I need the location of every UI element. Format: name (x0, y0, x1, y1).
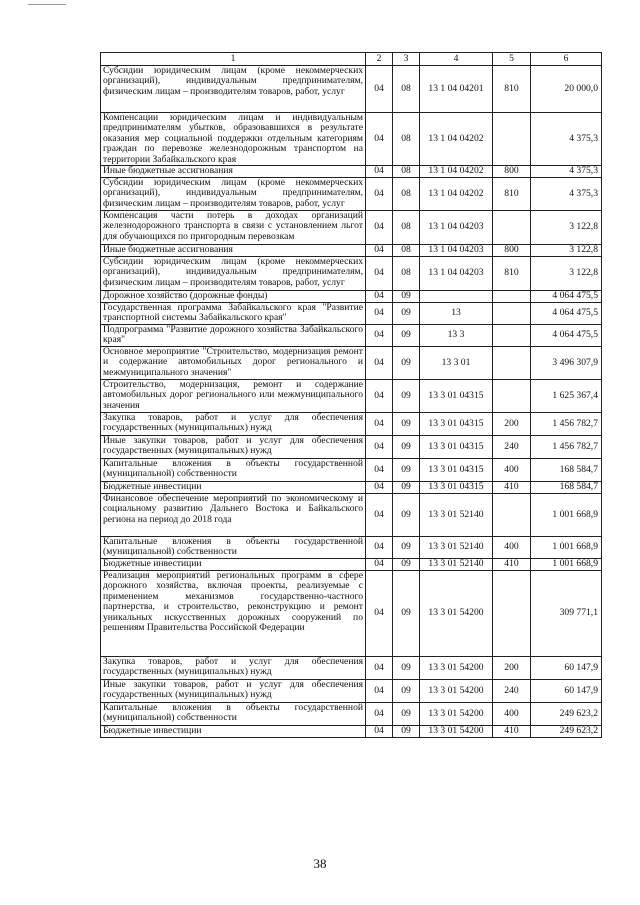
target-article-cell: 13 3 01 52140 (420, 559, 493, 571)
row-name-cell: Дорожное хозяйство (дорожные фонды) (101, 291, 366, 303)
subsection-code-cell: 09 (393, 680, 420, 703)
row-name-cell: Строительство, модернизация, ремонт и содержание автомобильных дорог регионального или межмуниципального значения (101, 380, 366, 413)
section-code-cell: 04 (366, 559, 393, 571)
section-code-cell: 04 (366, 482, 393, 494)
target-article-cell: 13 3 01 04315 (420, 436, 493, 459)
table-row (101, 211, 602, 245)
row-name-cell: Иные закупки товаров, работ и услуг для обеспечения государственных (муниципальных) нужд (101, 436, 366, 459)
amount-cell: 4 064 475,5 (531, 325, 602, 347)
target-article-cell: 13 3 (420, 325, 493, 347)
amount-cell: 1 625 367,4 (531, 380, 602, 413)
section-code-cell: 04 (366, 257, 393, 291)
target-article-cell: 13 3 01 54200 (420, 571, 493, 657)
row-name-cell: Закупка товаров, работ и услуг для обеспечения государственных (муниципальных) нужд (101, 413, 366, 436)
expense-type-cell (493, 325, 531, 347)
section-code-cell: 04 (366, 726, 393, 738)
amount-cell: 1 001 668,9 (531, 559, 602, 571)
col-header-2: 2 (366, 53, 393, 66)
table-row (101, 657, 602, 680)
subsection-code-cell: 09 (393, 325, 420, 347)
amount-cell: 1 456 782,7 (531, 436, 602, 459)
table-row (101, 245, 602, 257)
expense-type-cell: 410 (493, 726, 531, 738)
row-name-cell: Компенсация части потерь в доходах организаций железнодорожного транспорта в связи с установлением льгот для обучающихся по пригородным перевозкам (101, 211, 366, 245)
row-name-cell: Бюджетные инвестиции (101, 559, 366, 571)
section-code-cell: 04 (366, 680, 393, 703)
top-rule (28, 4, 66, 5)
amount-cell: 3 122,8 (531, 245, 602, 257)
subsection-code-cell: 08 (393, 178, 420, 211)
expense-type-cell (493, 211, 531, 245)
expense-type-cell: 810 (493, 178, 531, 211)
target-article-cell: 13 3 01 54200 (420, 726, 493, 738)
table-row (101, 703, 602, 726)
target-article-cell: 13 3 01 54200 (420, 680, 493, 703)
target-article-cell: 13 3 01 (420, 347, 493, 380)
section-code-cell: 04 (366, 537, 393, 559)
page-number: 38 (313, 856, 327, 871)
table-row (101, 680, 602, 703)
amount-cell: 168 584,7 (531, 482, 602, 494)
row-name-cell: Государственная программа Забайкальского края "Развитие транспортной системы Забайкальского края" (101, 303, 366, 325)
expense-type-cell (493, 494, 531, 537)
target-article-cell: 13 3 01 04315 (420, 482, 493, 494)
row-name-cell: Субсидии юридическим лицам (кроме некоммерческих организаций), индивидуальным предпринимателям, физическим лицам – производителям товаров, работ, услуг (101, 66, 366, 113)
amount-cell: 249 623,2 (531, 703, 602, 726)
expense-type-cell: 200 (493, 657, 531, 680)
section-code-cell: 04 (366, 413, 393, 436)
subsection-code-cell: 08 (393, 257, 420, 291)
section-code-cell: 04 (366, 436, 393, 459)
expense-type-cell: 240 (493, 680, 531, 703)
target-article-cell: 13 1 04 04202 (420, 166, 493, 178)
row-name-cell: Подпрограмма "Развитие дорожного хозяйства Забайкальского края" (101, 325, 366, 347)
target-article-cell: 13 3 01 04315 (420, 413, 493, 436)
section-code-cell: 04 (366, 459, 393, 482)
expense-type-cell: 800 (493, 245, 531, 257)
row-name-cell: Закупка товаров, работ и услуг для обеспечения государственных (муниципальных) нужд (101, 657, 366, 680)
expense-type-cell (493, 291, 531, 303)
amount-cell: 4 375,3 (531, 178, 602, 211)
subsection-code-cell: 08 (393, 211, 420, 245)
section-code-cell: 04 (366, 291, 393, 303)
subsection-code-cell: 08 (393, 166, 420, 178)
section-code-cell: 04 (366, 380, 393, 413)
row-name-cell: Компенсации юридическим лицам и индивидуальным предпринимателям убытков, образовавшихся в результате оказания мер социальной поддержки отдельным категориям граждан по перевозке железнодорожным транспортом на территории Забайкальского края (101, 113, 366, 166)
expense-type-cell: 240 (493, 436, 531, 459)
subsection-code-cell: 09 (393, 703, 420, 726)
expense-type-cell: 810 (493, 257, 531, 291)
expense-type-cell: 400 (493, 459, 531, 482)
amount-cell: 168 584,7 (531, 459, 602, 482)
target-article-cell: 13 3 01 04315 (420, 459, 493, 482)
section-code-cell: 04 (366, 113, 393, 166)
target-article-cell: 13 1 04 04203 (420, 211, 493, 245)
col-header-6: 6 (531, 53, 602, 66)
row-name-cell: Иные бюджетные ассигнования (101, 166, 366, 178)
subsection-code-cell: 09 (393, 413, 420, 436)
expense-type-cell (493, 347, 531, 380)
header-row (101, 53, 602, 66)
table-row (101, 257, 602, 291)
section-code-cell: 04 (366, 571, 393, 657)
row-name-cell: Реализация мероприятий региональных программ в сфере дорожного хозяйства, включая проекты, реализуемые с применением механизмов государственно-частного партнерства, и строительство, реконструкцию и ремонт уникальных искусственных дорожных сооружений по решениям Правительства Российской Федерации (101, 571, 366, 657)
row-name-cell: Капитальные вложения в объекты государственной (муниципальной) собственности (101, 703, 366, 726)
table-row (101, 413, 602, 436)
subsection-code-cell: 08 (393, 113, 420, 166)
subsection-code-cell: 08 (393, 66, 420, 113)
row-name-cell: Капитальные вложения в объекты государственной (муниципальной) собственности (101, 537, 366, 559)
section-code-cell: 04 (366, 66, 393, 113)
amount-cell: 3 122,8 (531, 211, 602, 245)
amount-cell: 1 456 782,7 (531, 413, 602, 436)
amount-cell: 20 000,0 (531, 66, 602, 113)
target-article-cell: 13 1 04 04202 (420, 113, 493, 166)
col-header-3: 3 (393, 53, 420, 66)
subsection-code-cell: 09 (393, 571, 420, 657)
col-header-4: 4 (420, 53, 493, 66)
table-row (101, 436, 602, 459)
amount-cell: 4 064 475,5 (531, 303, 602, 325)
table-row (101, 380, 602, 413)
amount-cell: 4 375,3 (531, 113, 602, 166)
target-article-cell: 13 3 01 54200 (420, 657, 493, 680)
row-name-cell: Капитальные вложения в объекты государственной (муниципальной) собственности (101, 459, 366, 482)
table-row (101, 303, 602, 325)
subsection-code-cell: 09 (393, 657, 420, 680)
expense-type-cell: 410 (493, 482, 531, 494)
col-header-5: 5 (493, 53, 531, 66)
row-name-cell: Бюджетные инвестиции (101, 482, 366, 494)
expense-type-cell: 800 (493, 166, 531, 178)
target-article-cell: 13 1 04 04203 (420, 257, 493, 291)
table-row (101, 482, 602, 494)
table-row (101, 113, 602, 166)
expense-type-cell: 810 (493, 66, 531, 113)
section-code-cell: 04 (366, 657, 393, 680)
section-code-cell: 04 (366, 494, 393, 537)
target-article-cell: 13 1 04 04203 (420, 245, 493, 257)
table-row (101, 559, 602, 571)
table-row (101, 291, 602, 303)
row-name-cell: Субсидии юридическим лицам (кроме некоммерческих организаций), индивидуальным предпринимателям, физическим лицам – производителям товаров, работ, услуг (101, 178, 366, 211)
subsection-code-cell: 09 (393, 380, 420, 413)
expense-type-cell: 200 (493, 413, 531, 436)
amount-cell: 60 147,9 (531, 657, 602, 680)
amount-cell: 1 001 668,9 (531, 494, 602, 537)
subsection-code-cell: 09 (393, 537, 420, 559)
subsection-code-cell: 09 (393, 303, 420, 325)
target-article-cell: 13 3 01 54200 (420, 703, 493, 726)
row-name-cell: Иные бюджетные ассигнования (101, 245, 366, 257)
subsection-code-cell: 09 (393, 482, 420, 494)
subsection-code-cell: 09 (393, 726, 420, 738)
table-row (101, 726, 602, 738)
target-article-cell (420, 291, 493, 303)
target-article-cell: 13 1 04 04201 (420, 66, 493, 113)
expense-type-cell: 410 (493, 559, 531, 571)
row-name-cell: Субсидии юридическим лицам (кроме некоммерческих организаций), индивидуальным предпринимателям, физическим лицам – производителям товаров, работ, услуг (101, 257, 366, 291)
table-row (101, 494, 602, 537)
amount-cell: 309 771,1 (531, 571, 602, 657)
expense-type-cell: 400 (493, 537, 531, 559)
expense-type-cell (493, 303, 531, 325)
subsection-code-cell: 08 (393, 245, 420, 257)
section-code-cell: 04 (366, 703, 393, 726)
budget-table (100, 52, 602, 738)
amount-cell: 4 375,3 (531, 166, 602, 178)
table-row (101, 347, 602, 380)
section-code-cell: 04 (366, 325, 393, 347)
table-row (101, 459, 602, 482)
row-name-cell: Иные закупки товаров, работ и услуг для обеспечения государственных (муниципальных) нужд (101, 680, 366, 703)
amount-cell: 1 001 668,9 (531, 537, 602, 559)
subsection-code-cell: 09 (393, 291, 420, 303)
subsection-code-cell: 09 (393, 436, 420, 459)
target-article-cell: 13 3 01 52140 (420, 494, 493, 537)
subsection-code-cell: 09 (393, 347, 420, 380)
amount-cell: 60 147,9 (531, 680, 602, 703)
expense-type-cell (493, 571, 531, 657)
table-row (101, 166, 602, 178)
section-code-cell: 04 (366, 166, 393, 178)
table-row (101, 571, 602, 657)
amount-cell: 3 122,8 (531, 257, 602, 291)
section-code-cell: 04 (366, 178, 393, 211)
target-article-cell: 13 3 01 04315 (420, 380, 493, 413)
subsection-code-cell: 09 (393, 459, 420, 482)
target-article-cell: 13 1 04 04202 (420, 178, 493, 211)
expense-type-cell: 400 (493, 703, 531, 726)
amount-cell: 4 064 475,5 (531, 291, 602, 303)
section-code-cell: 04 (366, 347, 393, 380)
expense-type-cell (493, 380, 531, 413)
section-code-cell: 04 (366, 211, 393, 245)
target-article-cell: 13 3 01 52140 (420, 537, 493, 559)
row-name-cell: Финансовое обеспечение мероприятий по экономическому и социальному развитию Дальнего Востока и Байкальского региона на период до 2018 года (101, 494, 366, 537)
section-code-cell: 04 (366, 245, 393, 257)
target-article-cell: 13 (420, 303, 493, 325)
amount-cell: 3 496 307,9 (531, 347, 602, 380)
expense-type-cell (493, 113, 531, 166)
subsection-code-cell: 09 (393, 559, 420, 571)
subsection-code-cell: 09 (393, 494, 420, 537)
amount-cell: 249 623,2 (531, 726, 602, 738)
table-row (101, 325, 602, 347)
row-name-cell: Основное мероприятие "Строительство, модернизация ремонт и содержание автомобильных дорог регионального и межмуниципального значения" (101, 347, 366, 380)
table-row (101, 178, 602, 211)
table-row (101, 537, 602, 559)
col-header-1: 1 (101, 53, 366, 66)
table-row (101, 66, 602, 113)
row-name-cell: Бюджетные инвестиции (101, 726, 366, 738)
section-code-cell: 04 (366, 303, 393, 325)
